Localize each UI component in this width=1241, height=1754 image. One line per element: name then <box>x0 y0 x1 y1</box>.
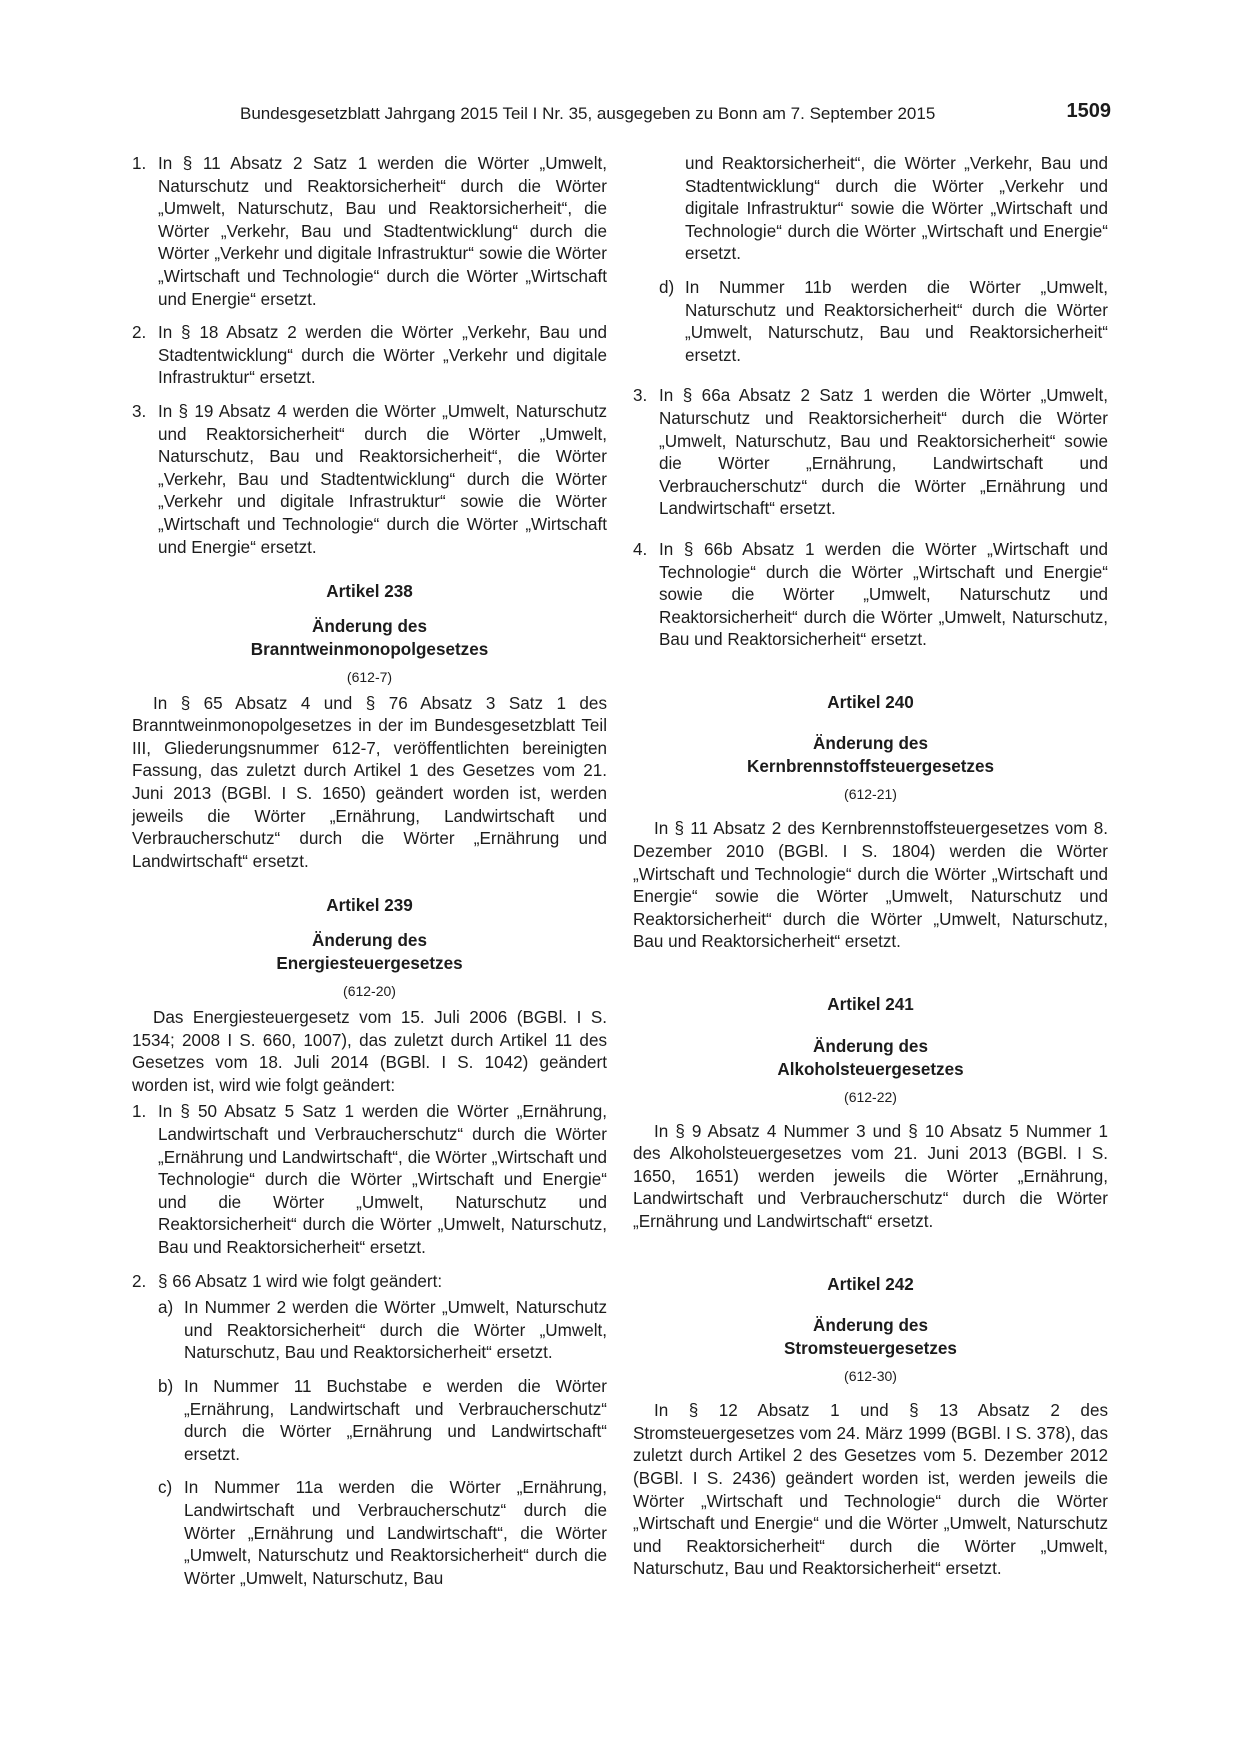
sub-item-continuation: und Reaktorsicherheit“, die Wörter „Verkehr, Bau und Stadtentwicklung“ durch die Wörter „Verkehr und digitale Infrastruktur“ sowie die Wörter „Wirtschaft und Technologie“ durch die Wörter „Wirtschaft und Energie“ ersetzt. <box>685 154 1108 264</box>
article-text: In § 11 Absatz 2 des Kernbrennstoffsteuergesetzes vom 8. Dezember 2010 (BGBl. I S. 1804) werden die Wörter „Wirtschaft und Technologie“ durch die Wörter „Wirtschaft und Energie“ sowie die Wörter „Umwelt, Naturschutz und Reaktorsicherheit“ durch die Wörter „Umwelt, Naturschutz, Bau und Reaktorsicherheit“ ersetzt. <box>633 819 1108 952</box>
sub-item-letter: b) <box>158 1376 174 1396</box>
article-238 <box>132 581 607 873</box>
left-column <box>132 153 607 1590</box>
sub-item-letter: d) <box>659 277 675 297</box>
item-number: 1. <box>132 154 147 173</box>
article-title-line2: Kernbrennstoffsteuergesetzes <box>747 757 994 777</box>
fna-number: (612-21) <box>844 786 897 803</box>
fna-number: (612-30) <box>844 1368 897 1385</box>
fna-number: (612-7) <box>346 668 393 685</box>
item-number: 3. <box>132 401 147 421</box>
list-item <box>132 1271 607 1294</box>
article-heading: Artikel 238 <box>326 582 413 602</box>
list-item <box>132 322 607 390</box>
item-text: In § 50 Absatz 5 Satz 1 werden die Wörter „Ernährung, Landwirtschaft und Verbraucherschutz“ durch die Wörter „Ernährung und Landwirtschaft“, die Wörter „Wirtschaft und Technologie“ durch die Wörter „Wirtschaft und Energie“ und die Wörter „Umwelt, Naturschutz und Reaktorsicherheit“ durch die Wörter „Umwelt, Naturschutz, Bau und Reaktorsicherheit“ ersetzt. <box>158 1102 607 1257</box>
article-title-line1: Änderung des <box>813 1036 928 1056</box>
article-text: In § 9 Absatz 4 Nummer 3 und § 10 Absatz 5 Nummer 1 des Alkoholsteuergesetzes vom 21. Juni 2013 (BGBl. I S. 1650, 1651) werden jeweils die Wörter „Ernährung, Landwirtschaft und Verbraucherschutz“ durch die Wörter „Ernährung und Landwirtschaft“ ersetzt. <box>633 1121 1108 1231</box>
article-title-line1: Änderung des <box>813 734 928 754</box>
sub-item-text: In Nummer 2 werden die Wörter „Umwelt, Naturschutz und Reaktorsicherheit“ durch die Wörter „Umwelt, Naturschutz, Bau und Reaktorsicherheit“ ersetzt. <box>184 1298 607 1363</box>
article-title-line2: Alkoholsteuergesetzes <box>777 1059 964 1079</box>
article-intro: Das Energiesteuergesetz vom 15. Juli 2006 (BGBl. I S. 1534; 2008 I S. 660, 1007), das zuletzt durch Artikel 11 des Gesetzes vom 18. Juli 2014 (BGBl. I S. 1042) geändert worden ist, wird wie folgt geändert: <box>132 1008 607 1095</box>
sub-item <box>132 1477 607 1590</box>
right-column <box>633 153 1108 1581</box>
running-header <box>130 100 1111 128</box>
sub-item-text: In Nummer 11b werden die Wörter „Umwelt, Naturschutz und Reaktorsicherheit“ durch die Wörter „Umwelt, Naturschutz, Bau und Reaktorsicherheit“ ersetzt. <box>685 277 1108 365</box>
article-title-line2: Energiesteuergesetzes <box>276 954 463 974</box>
list-item <box>132 401 607 559</box>
item-text: In § 18 Absatz 2 werden die Wörter „Verkehr, Bau und Stadtentwicklung“ durch die Wörter „Verkehr und digitale Infrastruktur“ ersetzt. <box>158 323 607 388</box>
article-title-line1: Änderung des <box>312 931 427 951</box>
fna-number: (612-20) <box>343 983 396 1000</box>
article-heading: Artikel 242 <box>827 1274 914 1294</box>
item-number: 2. <box>132 323 147 343</box>
list-item <box>633 385 1108 521</box>
item-text: In § 66b Absatz 1 werden die Wörter „Wirtschaft und Technologie“ durch die Wörter „Wirtschaft und Energie“ sowie die Wörter „Umwelt, Naturschutz und Reaktorsicherheit“ durch die Wörter „Umwelt, Naturschutz, Bau und Reaktorsicherheit“ ersetzt. <box>659 539 1108 650</box>
item-text: § 66 Absatz 1 wird wie folgt geändert: <box>158 1271 443 1291</box>
article-240 <box>633 692 1108 954</box>
page-number: 1509 <box>1066 100 1111 122</box>
article-title-line1: Änderung des <box>312 616 427 636</box>
sub-item-letter: c) <box>158 1478 173 1498</box>
article-242 <box>633 1274 1108 1581</box>
item-text: In § 19 Absatz 4 werden die Wörter „Umwelt, Naturschutz und Reaktorsicherheit“ durch die Wörter „Umwelt, Naturschutz, Bau und Reaktorsicherheit“, die Wörter „Verkehr, Bau und Stadtentwicklung“ durch die Wörter „Verkehr und digitale Infrastruktur“ sowie die Wörter „Wirtschaft und Technologie“ durch die Wörter „Wirtschaft und Energie“ ersetzt. <box>158 401 607 557</box>
sub-item-text: In Nummer 11 Buchstabe e werden die Wörter „Ernährung, Landwirtschaft und Verbraucherschutz“ durch die Wörter „Ernährung und Landwirtschaft“ ersetzt. <box>184 1376 607 1464</box>
article-239 <box>132 895 607 1590</box>
item-number: 3. <box>633 386 648 406</box>
item-number: 4. <box>633 539 648 559</box>
article-title-line1: Änderung des <box>813 1316 928 1336</box>
article-text: In § 12 Absatz 1 und § 13 Absatz 2 des Stromsteuergesetzes vom 24. März 1999 (BGBl. I S. 378), das zuletzt durch Artikel 2 des Gesetzes vom 5. Dezember 2012 (BGBl. I S. 2436) geändert worden ist, werden jeweils die Wörter „Wirtschaft und Technologie“ durch die Wörter „Wirtschaft und Energie“ und die Wörter „Umwelt, Naturschutz und Reaktorsicherheit“ durch die Wörter „Umwelt, Naturschutz, Bau und Reaktorsicherheit“ ersetzt. <box>633 1401 1108 1579</box>
list-item <box>132 153 607 311</box>
article-heading: Artikel 239 <box>326 896 413 916</box>
article-title-line2: Stromsteuergesetzes <box>784 1339 957 1359</box>
item-number: 2. <box>132 1271 147 1291</box>
item-number: 1. <box>132 1102 147 1122</box>
article-heading: Artikel 241 <box>827 995 914 1015</box>
article-241 <box>633 994 1108 1234</box>
list-item <box>633 539 1108 652</box>
running-title: Bundesgesetzblatt Jahrgang 2015 Teil I Nr. 35, ausgegeben zu Bonn am 7. September 2015 <box>240 104 936 123</box>
list-item <box>132 1101 607 1259</box>
sub-item <box>132 1376 607 1466</box>
article-heading: Artikel 240 <box>827 692 914 712</box>
sub-item-text: In Nummer 11a werden die Wörter „Ernährung, Landwirtschaft und Verbraucherschutz“ durch die Wörter „Ernährung und Landwirtschaft“, die Wörter „Umwelt, Naturschutz und Reaktorsicherheit“ durch die Wörter „Umwelt, Naturschutz, Bau <box>184 1478 607 1588</box>
sub-item-letter: a) <box>158 1298 174 1318</box>
fna-number: (612-22) <box>844 1088 897 1105</box>
article-title-line2: Branntweinmonopolgesetzes <box>250 639 489 659</box>
item-text: In § 11 Absatz 2 Satz 1 werden die Wörter „Umwelt, Naturschutz und Reaktorsicherheit“ durch die Wörter „Umwelt, Naturschutz, Bau und Reaktorsicherheit“, die Wörter „Verkehr, Bau und Stadtentwicklung“ durch die Wörter „Verkehr und digitale Infrastruktur“ sowie die Wörter „Wirtschaft und Technologie“ durch die Wörter „Wirtschaft und Energie“ ersetzt. <box>158 154 607 309</box>
article-text: In § 65 Absatz 4 und § 76 Absatz 3 Satz 1 des Branntweinmonopolgesetzes in der im Bundesgesetzblatt Teil III, Gliederungsnummer 612-7, veröffentlichten bereinigten Fassung, das zuletzt durch Artikel 1 des Gesetzes vom 21. Juni 2013 (BGBl. I S. 1650) geändert worden ist, werden jeweils die Wörter „Ernährung, Landwirtschaft und Verbraucherschutz“ durch die Wörter „Ernährung und Landwirtschaft“ ersetzt. <box>132 693 607 871</box>
sub-item <box>132 1297 607 1365</box>
item-text: In § 66a Absatz 2 Satz 1 werden die Wörter „Umwelt, Naturschutz und Reaktorsicherheit“ durch die Wörter „Umwelt, Naturschutz, Bau und Reaktorsicherheit“ sowie die Wörter „Ernährung, Landwirtschaft und Verbraucherschutz“ durch die Wörter „Ernährung und Landwirtschaft“ ersetzt. <box>659 386 1108 519</box>
sub-item <box>633 277 1108 367</box>
